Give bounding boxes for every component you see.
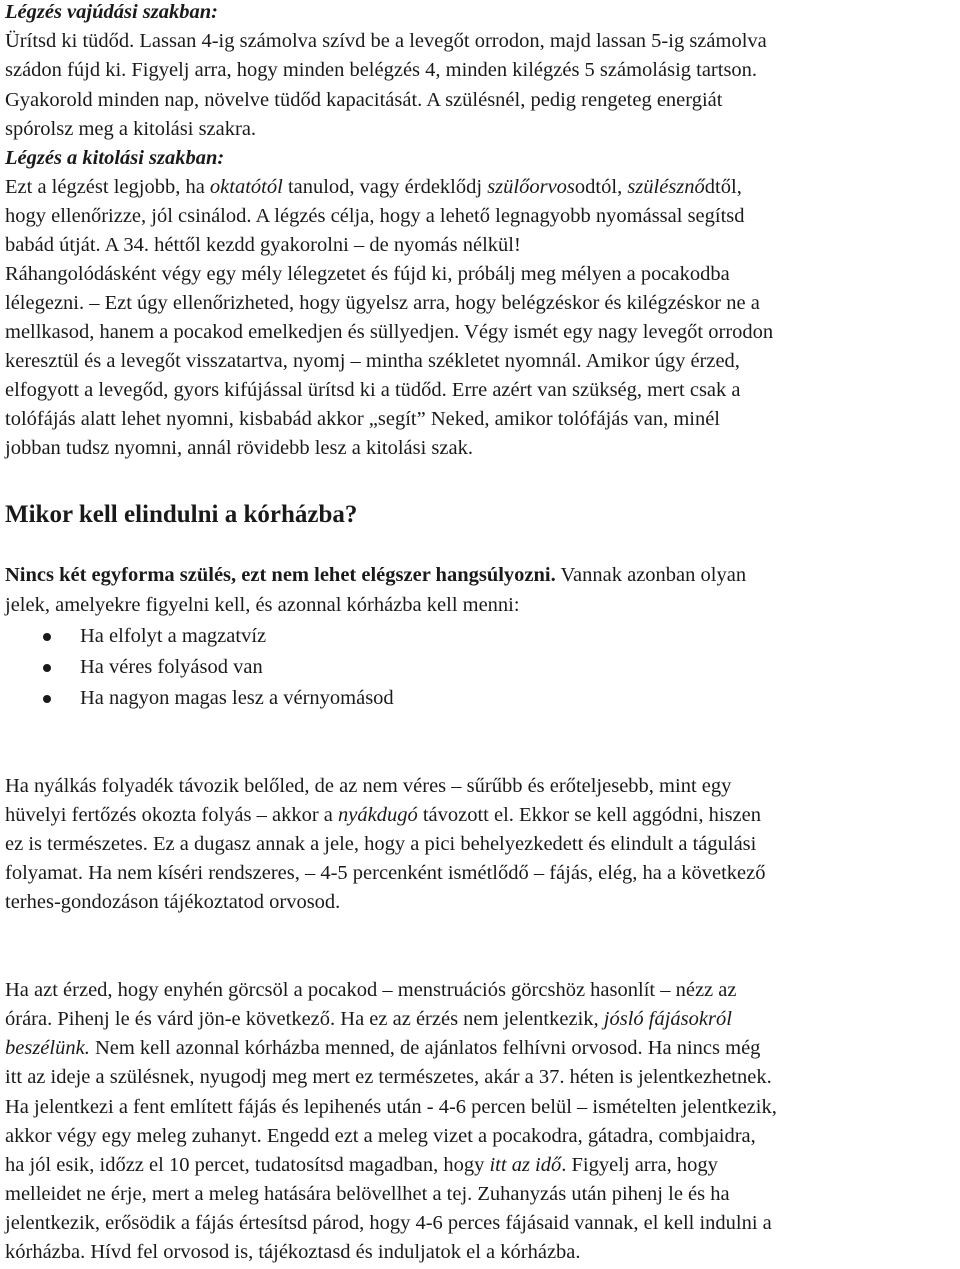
text-run: órára. Pihenj le és várd jön-e következő. Ha ez az érzés nem jelentkezik,	[5, 1008, 604, 1030]
paragraph-line: mellkasod, hanem a pocakod emelkedjen és süllyedjen. Végy ismét egy nagy levegőt orrodon	[5, 321, 774, 343]
paragraph-line	[5, 801, 761, 830]
paragraph-line	[5, 173, 742, 202]
bullet-icon	[43, 695, 51, 703]
italic-run: itt az idő	[489, 1154, 562, 1176]
paragraph-line: lélegezni. – Ezt úgy ellenőrizheted, hogy ügyelsz arra, hogy belégzéskor és kilégzéskor ne a	[5, 292, 760, 314]
italic-run: beszélünk.	[5, 1037, 90, 1059]
paragraph-line: keresztül és a levegőt visszatartva, nyomj – mintha székletet nyomnál. Amikor úgy érzed,	[5, 350, 740, 372]
paragraph-line: terhes-gondozáson tájékoztatod orvosod.	[5, 891, 341, 913]
paragraph-line: itt az ideje a szülésnek, nyugodj meg mert ez természetes, akár a 37. héten is jelentkezhetnek.	[5, 1066, 772, 1088]
paragraph-line: spórolsz meg a kitolási szakra.	[5, 118, 257, 140]
text-run: Nem kell azonnal kórházba menned, de ajánlatos felhívni orvosod. Ha nincs még	[89, 1037, 761, 1059]
paragraph-line: kórházba. Hívd fel orvosod is, tájékoztasd és induljatok el a kórházba.	[5, 1241, 581, 1263]
text-run: . Figyelj arra, hogy	[561, 1154, 718, 1176]
paragraph-line: Ráhangolódásként végy egy mély lélegzetet és fújd ki, próbálj meg mélyen a pocakodba	[5, 263, 730, 285]
italic-run: jósló fájásokról	[603, 1008, 732, 1030]
paragraph-line: melleidet ne érje, mert a meleg hatására belövellhet a tej. Zuhanyzás után pihenj le és ha	[5, 1183, 730, 1205]
paragraph-line	[5, 1151, 718, 1180]
paragraph-line: ez is természetes. Ez a dugasz annak a jele, hogy a pici behelyezkedett és elindult a tágulási	[5, 833, 757, 855]
paragraph-line	[5, 561, 746, 590]
paragraph-line	[5, 1034, 760, 1063]
text-run: hüvelyi fertőzés okozta folyás – akkor a	[5, 804, 339, 826]
paragraph-line: Ürítsd ki tüdőd. Lassan 4-ig számolva szívd be a levegőt orrodon, majd lassan 5-ig számolva	[5, 30, 767, 52]
paragraph-line: tolófájás alatt lehet nyomni, kisbabád akkor „segít” Neked, amikor tolófájás van, minél	[5, 408, 721, 430]
paragraph-line: akkor végy egy meleg zuhanyt. Engedd ezt a meleg vizet a pocakodra, gátadra, combjaidra,	[5, 1125, 756, 1147]
paragraph-line	[5, 1005, 732, 1034]
section-heading-labor-breathing	[5, 0, 218, 27]
italic-run: nyákdugó	[338, 804, 418, 826]
bold-run: Nincs két egyforma szülés, ezt nem lehet elégszer hangsúlyozni.	[5, 564, 556, 586]
paragraph-line: Ha nyálkás folyadék távozik belőled, de az nem véres – sűrűbb és erőteljesebb, mint egy	[5, 775, 732, 797]
paragraph-line: Gyakorold minden nap, növelve tüdőd kapacitását. A szülésnél, pedig rengeteg energiát	[5, 89, 723, 111]
paragraph-line: Ha azt érzed, hogy enyhén görcsöl a pocakod – menstruációs görcshöz hasonlít – nézz az	[5, 979, 737, 1001]
heading-text: Légzés a kitolási szakban:	[5, 147, 225, 169]
paragraph-line: jobban tudsz nyomni, annál rövidebb lesz a kitolási szak.	[5, 437, 473, 459]
paragraph-line: jelek, amelyekre figyelni kell, és azonnal kórházba kell menni:	[5, 594, 520, 616]
list-item: Ha elfolyt a magzatvíz	[80, 625, 267, 647]
section-title-hospital: Mikor kell elindulni a kórházba?	[5, 501, 358, 528]
paragraph-line: szádon fújd ki. Figyelj arra, hogy minden belégzés 4, minden kilégzés 5 számolásig tartson.	[5, 59, 758, 81]
paragraph-line: Ha jelentkezi a fent említett fájás és lepihenés után - 4-6 percen belül – ismételten jelentkezik,	[5, 1096, 777, 1118]
list-item: Ha véres folyásod van	[80, 656, 263, 678]
text-run: Vannak azonban olyan	[555, 564, 747, 586]
text-run: odtól,	[574, 176, 628, 198]
paragraph-line: jelentkezik, erősödik a fájás értesítsd párod, hogy 4-6 perces fájásaid vannak, el kell indulni a	[5, 1212, 772, 1234]
paragraph-line: hogy ellenőrizze, jól csinálod. A légzés célja, hogy a lehető legnagyobb nyomással segítsd	[5, 205, 745, 227]
italic-run: szülőorvos	[487, 176, 575, 198]
heading-text: Légzés vajúdási szakban:	[5, 1, 218, 23]
bullet-icon	[43, 664, 51, 672]
italic-run: szülésznő	[627, 176, 705, 198]
list-item: Ha nagyon magas lesz a vérnyomásod	[80, 687, 394, 709]
paragraph-line: babád útját. A 34. héttől kezdd gyakorolni – de nyomás nélkül!	[5, 234, 521, 256]
text-run: távozott el. Ekkor se kell aggódni, hiszen	[417, 804, 762, 826]
paragraph-line: elfogyott a levegőd, gyors kifújással ürítsd ki a tüdőd. Erre azért van szükség, mert csak a	[5, 379, 741, 401]
paragraph-line: folyamat. Ha nem kíséri rendszeres, – 4-5 percenként ismétlődő – fájás, elég, ha a következő	[5, 862, 766, 884]
text-run: Ezt a légzést legjobb, ha	[5, 176, 210, 198]
bullet-icon	[43, 633, 51, 641]
text-run: tanulod, vagy érdeklődj	[282, 176, 488, 198]
text-run: dtől,	[704, 176, 742, 198]
text-run: ha jól esik, időzz el 10 percet, tudatosítsd magadban, hogy	[5, 1154, 490, 1176]
section-heading-pushing-breathing	[5, 144, 224, 173]
italic-run: oktatótól	[209, 176, 283, 198]
